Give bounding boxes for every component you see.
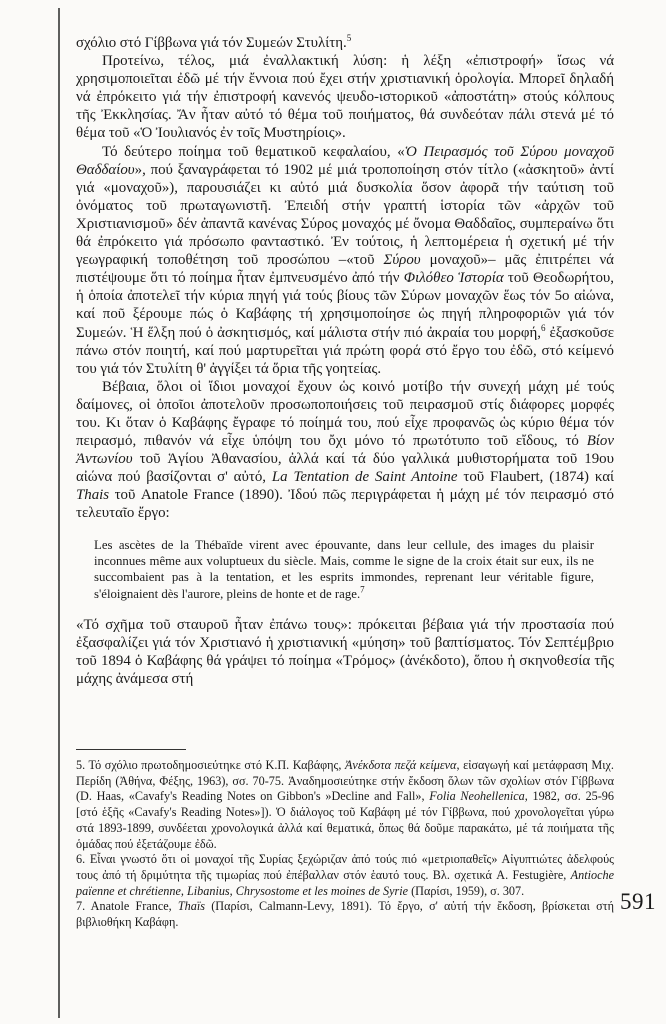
paragraph-1: σχόλιο στό Γίββωνα γιά τόν Συμεών Στυλίτη.$^5$ [76,33,352,51]
footnote-ref-7: 7 [360,584,365,595]
poem-title: Ὁ Πειρασμός τοῦ Σύρου μοναχοῦ Θαδδαίου [76,143,614,178]
paragraph-5: «Τό σχῆμα τοῦ σταυροῦ ἦταν ἐπάνω τους»: πρόκειται βέβαια γιά τήν προστασία πού ἐξασφαλίζει γιά τόν Χριστιανό ἡ χριστιανική «μύηση» τοῦ βαπτίσματος. Τόν Σεπτέμβριο τοῦ 1894 ὁ Καβάφης θά γράψει τό ποίημα «Τρόμος» (ἀνέκδοτο), ὅπου ἡ σκηνοθεσία τῆς μάχης ἀνάμεσα στή [76,617,614,688]
book-title-bion: Βίον Ἀντωνίου [76,433,614,468]
paragraph-3: Τό δεύτερο ποίημα τοῦ θεματικοῦ κεφαλαίου, «Ὁ Πειρασμός τοῦ Σύρου μοναχοῦ Θαδδαίου», πού ξαναγράφεται τό 1902 μέ μιά τροποποίηση στόν τίτλο («ἀσκητοῦ» ἀντί γιά «μοναχοῦ»), παρουσιάζει κι αὐτό μιά δυσκολία ὅσον ἀφορᾶ τήν ταύτιση τοῦ ὀνόματος τοῦ πρωταγωνιστῆ. Ἐπειδή στήν γραπτή ἱστορία τῶν «ἀρχῶν τοῦ Χριστιανισμοῦ» δέν ἀπαντᾶ κανένας Σύρος μοναχός μέ ὄνομα Θαδδαῖος, συμπεραίνω ὅτι θά ἐπρόκειτο γιά πρόσωπο φανταστικό. Ἐν τούτοις, ἡ λεπτομέρεια ἡ σχετική μέ τήν γεωγραφική τοποθέτηση τοῦ προσώπου –«τοῦ Σύρου μοναχοῦ»– μᾶς ἐπιτρέπει νά πιστέψουμε ὅτι τό ποίημα ἦταν ἐμπνευσμένο ἀπό τήν Φιλόθεο Ἱστορία τοῦ Θεοδωρήτου, ἡ ὁποία ἀποτελεῖ τήν κύρια πηγή γιά τούς βίους τῶν Σύρων μοναχῶν ἕως τόν 5ο αἰώνα, καί ποῦ ξέρουμε πώς ὁ Καβάφης τή χρησιμοποίησε ὡς πηγή πληροφοριῶν γιά τόν Συμεών. Ἡ ἕλξη πού ὁ ἀσκητισμός, καί μάλιστα στήν πιό ἀκραία του μορφή,$^6$ ἐξασκοῦσε πάνω στόν ποιητή, καί πού μαρτυρεῖται γιά πρώτη φορά στό ἔργο του ἐδῶ, στό κείμενό του γιά τόν Στυλίτη θ' ἀγγίξει τά ὅρια τῆς γοητείας. [76,143,614,377]
footnote-6: 6. Εἶναι γνωστό ὅτι οἱ μοναχοί τῆς Συρίας ξεχώριζαν ἀπό τούς πιό «μετριοπαθεῖς» Αἰγυπτιώτες ἀδελφούς τους ἀπό τή δριμύτητα τῆς τιμωρίας πού ἐπέβαλλαν στόν ἑαυτό τους. Βλ. σχετικά A. Festugière, Antioche païenne et chrétienne, Libanius, Chrysostome et les moines de Syrie (Παρίσι, 1959), σ. 307. [76,852,614,898]
block-quote: Les ascètes de la Thébaïde virent avec épouvante, dans leur cellule, des images du plaisir inconnues même aux voluptueux du siècle. Mais, comme le signe de la croix était sur eux, ils ne succombaient pas à la tentation, et les esprits immondes, reprenant leur véritable figure, s'éloignaient dès l'aurore, pleins de honte et de rage.$^7$ [94,537,594,601]
footnote-ref-5: 5 [346,33,352,44]
book-title-philotheos: Φιλόθεο Ἱστορία [403,270,504,287]
footnotes [76,758,614,931]
footnote-7: 7. Anatole France, Thaïs (Παρίσι, Calmann-Levy, 1891). Τό ἔργο, σ' αὐτή τήν ἔκδοση, βρίσκεται στή βιβλιοθήκη Καβάφη. [76,899,614,930]
footnote-5: 5. Τό σχόλιο πρωτοδημοσιεύτηκε στό Κ.Π. Καβάφης, Ἀνέκδοτα πεζά κείμενα, εἰσαγωγή καί μετάφραση Μιχ. Περίδη (Ἀθήνα, Φέξης, 1963), σσ. 70-75. Ἀναδημοσιεύτηκε στήν ἔκδοση ὅλων τῶν σχολίων στόν Γίββωνα (D. Haas, «Cavafy's Reading Notes on Gibbon's »Decline and Fall», Folia Neohellenica, 1982, σσ. 25-96 [στό ἑξῆς «Cavafy's Reading Notes»]). Ὁ διάλογος τοῦ Καβάφη μέ τόν Γίββωνα, πού χρονολογεῖται γύρω στά 1893-1899, συνδέεται χρονολογικά ἀλλά καί θεματικά, ὅπως θά δοῦμε παρακάτω, μέ τά ποιήματα τῆς ὁμάδας πού ἐξετάζουμε ἐδῶ. [76,758,614,851]
binding-margin-line [58,8,60,1018]
main-text [76,34,614,689]
paragraph-2: Προτείνω, τέλος, μιά ἐναλλακτική λύση: ἡ λέξη «ἐπιστροφή» ἴσως νά χρησιμοποιεῖται ἐδῶ μέ τήν ἔννοια πού ἔχει στήν χριστιανική ὁρολογία. Μπορεῖ δηλαδή νά ἐπρόκειτο γιά τήν ἐπιστροφή κανενός ψευδο-ιστορικοῦ «ἀποστάτη» στούς κόλπους τῆς Ἐκκλησίας. Ἄν ἦταν αὐτό τό θέμα τοῦ ποιήματος, θά συνδεόταν πάλι στενά μέ τό θέμα τοῦ «Ὁ Ἰουλιανός ἐν τοῖς Μυστηρίοις». [76,53,614,142]
footnote-separator [76,749,186,750]
footnote-ref-6: 6 [541,322,546,333]
page-number: 591 [620,889,656,914]
book-title-thais: Thais [76,487,110,504]
book-title-tentation: La Tentation de Saint Antoine [271,469,458,486]
paragraph-4: Βέβαια, ὅλοι οἱ ἴδιοι μοναχοί ἔχουν ὡς κοινό μοτίβο τήν συνεχή μάχη μέ τούς δαίμονες, οἱ ὁποῖοι ἀποτελοῦν προσωποποιήσεις τοῦ πειρασμοῦ στίς διάφορες μορφές του. Κι ὅταν ὁ Καβάφης ἔγραφε τό ποίημά του, πού εἶχε προφανῶς ὡς κύριο θέμα τόν πειρασμό, πιθανόν νά εἶχε ὑπόψη του ὄχι μόνο τό πρωτότυπο τοῦ εἴδους, τό Βίον Ἀντωνίου τοῦ Ἁγίου Ἀθανασίου, ἀλλά καί τά δύο γαλλικά μυθιστορήματα τοῦ 19ου αἰώνα πού βασίζονται σ' αὐτό, La Tentation de Saint Antoine τοῦ Flaubert, (1874) καί Thais τοῦ Anatole France (1890). Ἰδού πῶς περιγράφεται ἡ μάχη μέ τόν πειρασμό στό τελευταῖο ἔργο: [76,378,615,522]
